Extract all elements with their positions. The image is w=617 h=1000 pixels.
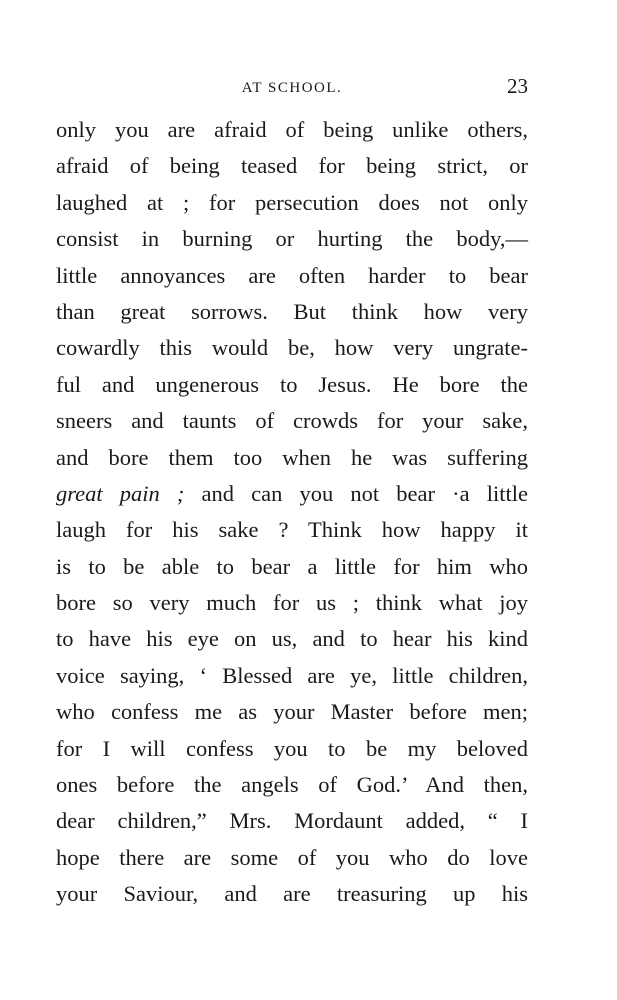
text-line: your Saviour, and are treasuring up his bbox=[56, 881, 528, 907]
text-line: to have his eye on us, and to hear his kind bbox=[56, 626, 528, 652]
text-line: for I will confess you to be my beloved bbox=[56, 735, 528, 761]
text-line: ones before the angels of God.’ And then, bbox=[56, 772, 528, 798]
text-line: consist in burning or hurting the body,— bbox=[56, 226, 528, 252]
text-line: voice saying, ‘ Blessed are ye, little children, bbox=[56, 662, 528, 688]
text-line: only you are afraid of being unlike others, bbox=[56, 117, 528, 142]
running-head bbox=[56, 74, 528, 104]
text-line: than great sorrows. But think how very bbox=[56, 298, 528, 324]
text-line: little annoyances are often harder to bear bbox=[56, 262, 528, 288]
page-number: 23 bbox=[507, 74, 528, 98]
text-line: laughed at ; for persecution does not only bbox=[56, 189, 528, 215]
text-line: dear children,” Mrs. Mordaunt added, “ I bbox=[56, 808, 528, 834]
text-line-mixed bbox=[56, 476, 528, 512]
text-line: ful and ungenerous to Jesus. He bore the bbox=[56, 371, 528, 397]
text-line: who confess me as your Master before men; bbox=[56, 699, 528, 725]
text-line: sneers and taunts of crowds for your sake, bbox=[56, 408, 528, 434]
text-line: cowardly this would be, how very ungrate- bbox=[56, 335, 528, 361]
body-text bbox=[56, 112, 528, 913]
text-line: laugh for his sake ? Think how happy it bbox=[56, 517, 528, 543]
text-line: is to be able to bear a little for him who bbox=[56, 553, 528, 579]
running-title: AT SCHOOL. bbox=[241, 80, 343, 96]
italic-phrase: great pain ; bbox=[56, 480, 185, 506]
text-line: hope there are some of you who do love bbox=[56, 844, 528, 870]
text-line: bore so very much for us ; think what joy bbox=[56, 590, 528, 616]
text-line: and bore them too when he was suffering bbox=[56, 444, 528, 470]
line-remainder: and can you not bear ·a little bbox=[184, 480, 528, 506]
text-line: afraid of being teased for being strict, or bbox=[56, 153, 528, 179]
